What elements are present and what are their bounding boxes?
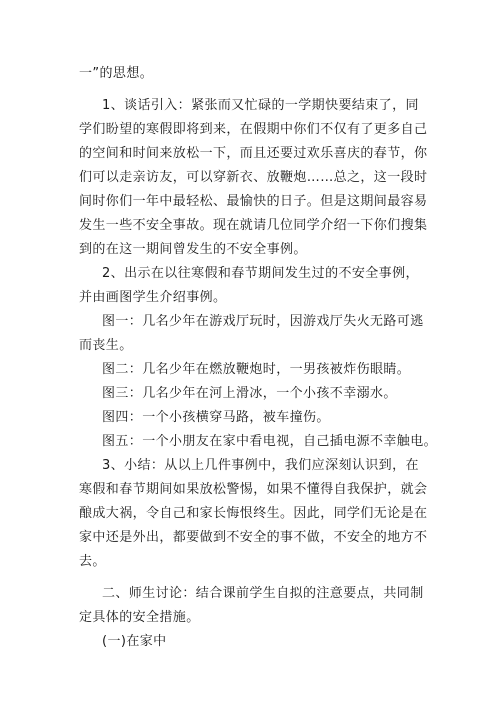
text-line: 3、小结：从以上几件事例中，我们应深刻认识到，在 xyxy=(102,458,419,473)
text-line: 一”的思想。 xyxy=(79,66,154,81)
text-line: 图五：一个小朋友在家中看电视，自己插电源不幸触电。 xyxy=(102,434,438,449)
text-line: 到的在这一期间曾发生的不安全事例。 xyxy=(79,242,307,257)
text-line: 并由画图学生介绍事例。 xyxy=(79,290,227,305)
text-line: 图二：几名少年在燃放鞭炮时，一男孩被炸伤眼睛。 xyxy=(102,362,411,377)
text-line: 学们盼望的寒假即将到来，在假期中你们不仅有了更多自己 xyxy=(79,122,428,137)
text-line: 去。 xyxy=(79,554,106,569)
text-line: 家中还是外出，都要做到不安全的事不做，不安全的地方不 xyxy=(79,530,428,545)
text-line: 图三：几名少年在河上滑冰，一个小孩不幸溺水。 xyxy=(102,386,397,401)
text-line: 二、师生讨论：结合课前学生自拟的注意要点，共同制 xyxy=(102,586,424,601)
text-line: 间时你们一年中最轻松、最愉快的日子。但是这期间最容易 xyxy=(79,194,428,209)
text-line: 寒假和春节期间如果放松警惕，如果不懂得自我保护，就会 xyxy=(79,482,428,497)
text-line: 1、谈话引入：紧张而又忙碌的一学期快要结束了，同 xyxy=(102,98,419,113)
text-line: 发生一些不安全事故。现在就请几位同学介绍一下你们搜集 xyxy=(79,218,428,233)
text-line: 定具体的安全措施。 xyxy=(79,610,200,625)
text-line: 图一：几名少年在游戏厅玩时，因游戏厅失火无路可逃 xyxy=(102,314,424,329)
text-line: 们可以走亲访友，可以穿新衣、放鞭炮……总之，这一段时 xyxy=(79,170,428,185)
text-line: 2、出示在以往寒假和春节期间发生过的不安全事例， xyxy=(102,266,419,281)
text-line: 图四：一个小孩横穿马路，被车撞伤。 xyxy=(102,410,330,425)
text-line: 的空间和时间来放松一下，而且还要过欢乐喜庆的春节，你 xyxy=(79,146,428,161)
text-line: (一)在家中 xyxy=(102,634,167,649)
text-line: 而丧生。 xyxy=(79,338,133,353)
text-line: 酿成大祸，令自己和家长悔恨终生。因此，同学们无论是在 xyxy=(79,506,428,521)
